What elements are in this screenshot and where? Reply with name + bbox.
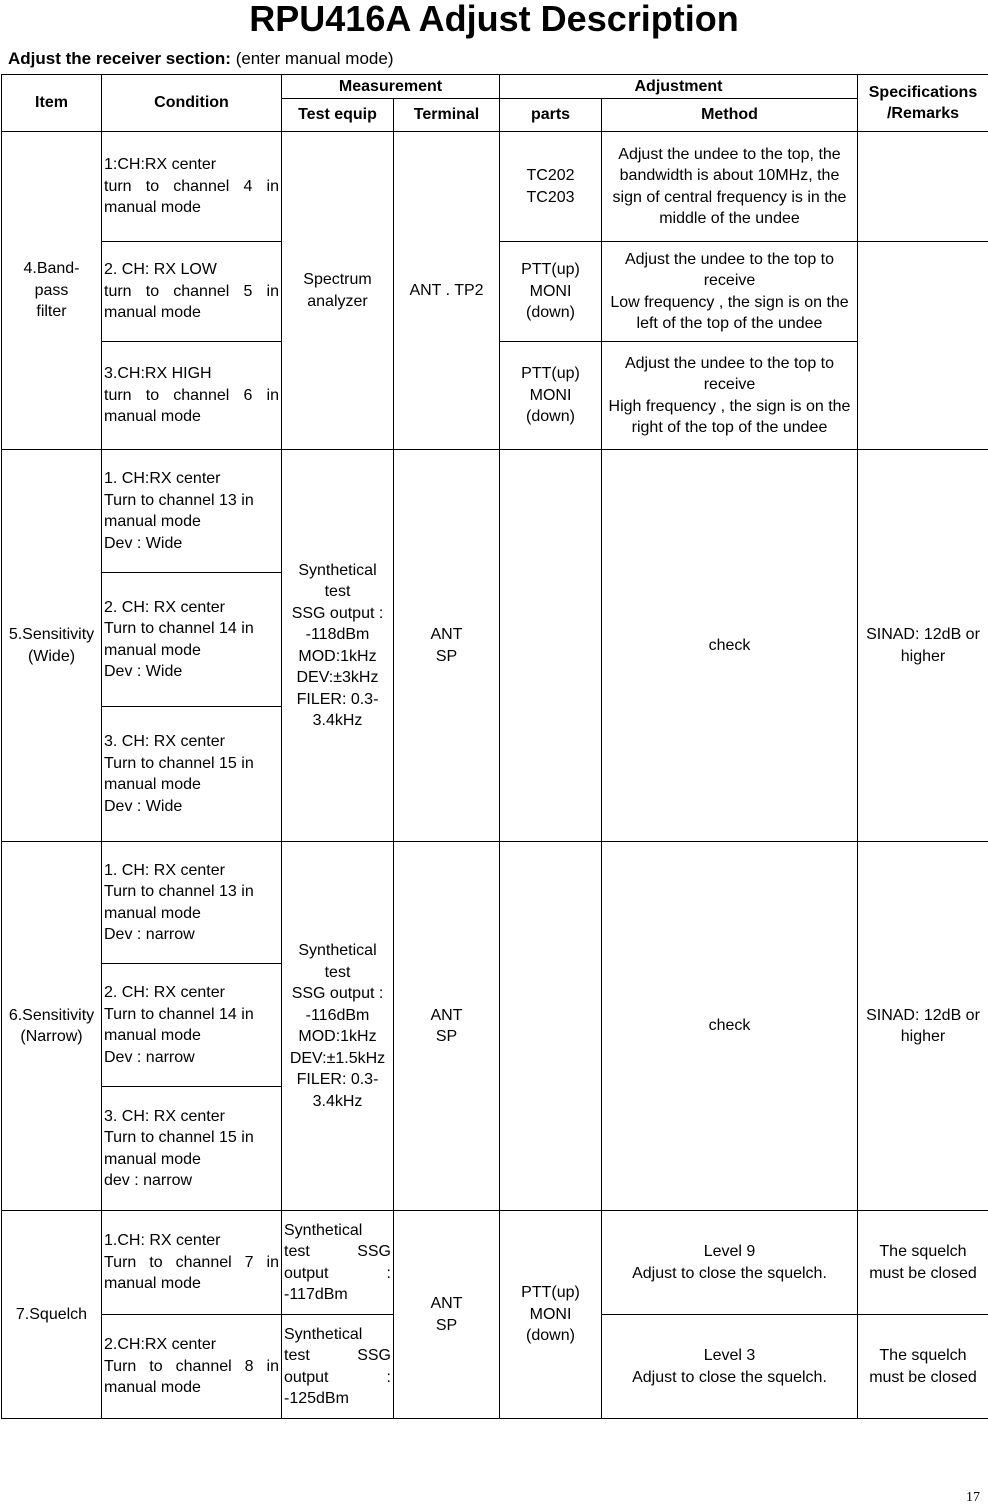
header-test-equip: Test equip xyxy=(282,99,394,132)
header-terminal: Terminal xyxy=(394,99,500,132)
method-cell: Adjust the undee to the top, the bandwidth is about 10MHz, the sign of central frequency is in the middle of the undee xyxy=(602,132,858,242)
method-cell: check xyxy=(602,450,858,842)
section-subtitle xyxy=(8,48,394,70)
spec-cell: The squelch must be closed xyxy=(858,1211,988,1315)
condition-cell: 2.CH:RX center Turn to channel 8 in manual mode xyxy=(102,1315,282,1419)
subtitle-bold: Adjust the receiver section: xyxy=(8,49,231,68)
item-cell: 4.Band- pass filter xyxy=(2,132,102,450)
condition-cell: 1. CH:RX center Turn to channel 13 in manual mode Dev : Wide xyxy=(102,450,282,573)
method-cell: check xyxy=(602,842,858,1211)
parts-cell: PTT(up) MONI (down) xyxy=(500,242,602,342)
page-number: 17 xyxy=(966,1490,980,1505)
condition-cell: 1. CH: RX center Turn to channel 13 in manual mode Dev : narrow xyxy=(102,842,282,964)
document-title: RPU416A Adjust Description xyxy=(249,0,739,39)
condition-cell: 1.CH: RX center Turn to channel 7 in manual mode xyxy=(102,1211,282,1315)
parts-cell: TC202 TC203 xyxy=(500,132,602,242)
header-method: Method xyxy=(602,99,858,132)
terminal-cell: ANT SP xyxy=(394,450,500,842)
terminal-cell: ANT SP xyxy=(394,842,500,1211)
subtitle-rest: (enter manual mode) xyxy=(230,49,394,68)
test-equip-cell: Synthetical test SSG output : -117dBm xyxy=(282,1211,394,1315)
condition-cell: 2. CH: RX LOW turn to channel 5 in manual mode xyxy=(102,242,282,342)
terminal-cell: ANT SP xyxy=(394,1211,500,1419)
condition-cell: 3.CH:RX HIGH turn to channel 6 in manual mode xyxy=(102,342,282,450)
parts-cell: PTT(up) MONI (down) xyxy=(500,1211,602,1419)
test-equip-cell: Spectrum analyzer xyxy=(282,132,394,450)
test-equip-cell: Synthetical test SSG output : -125dBm xyxy=(282,1315,394,1419)
adjust-table xyxy=(1,74,988,1419)
table-row xyxy=(2,842,988,964)
header-parts: parts xyxy=(500,99,602,132)
parts-cell: PTT(up) MONI (down) xyxy=(500,342,602,450)
parts-cell xyxy=(500,450,602,842)
header-adjustment: Adjustment xyxy=(500,75,858,99)
item-cell: 6.Sensitivity (Narrow) xyxy=(2,842,102,1211)
item-cell: 7.Squelch xyxy=(2,1211,102,1419)
header-item: Item xyxy=(2,75,102,132)
spec-cell: SINAD: 12dB or higher xyxy=(858,450,988,842)
test-equip-cell: Synthetical test SSG output : -118dBm MOD:1kHz DEV:±3kHz FILER: 0.3-3.4kHz xyxy=(282,450,394,842)
terminal-cell: ANT . TP2 xyxy=(394,132,500,450)
header-spec: Specifications /Remarks xyxy=(858,75,988,132)
condition-cell: 3. CH: RX center Turn to channel 15 in manual mode Dev : Wide xyxy=(102,707,282,842)
spec-cell: The squelch must be closed xyxy=(858,1315,988,1419)
table-row xyxy=(2,132,988,242)
method-cell: Adjust the undee to the top to receive High frequency , the sign is on the right of the top of the undee xyxy=(602,342,858,450)
header-condition: Condition xyxy=(102,75,282,132)
header-row-1 xyxy=(2,75,988,99)
method-cell: Level 9 Adjust to close the squelch. xyxy=(602,1211,858,1315)
spec-cell xyxy=(858,242,988,450)
header-measurement: Measurement xyxy=(282,75,500,99)
item-cell: 5.Sensitivity (Wide) xyxy=(2,450,102,842)
condition-cell: 2. CH: RX center Turn to channel 14 in manual mode Dev : Wide xyxy=(102,573,282,707)
method-cell: Level 3 Adjust to close the squelch. xyxy=(602,1315,858,1419)
table-row xyxy=(2,1211,988,1315)
table-row xyxy=(2,450,988,573)
test-equip-cell: Synthetical test SSG output : -116dBm MOD:1kHz DEV:±1.5kHz FILER: 0.3-3.4kHz xyxy=(282,842,394,1211)
parts-cell xyxy=(500,842,602,1211)
spec-cell xyxy=(858,132,988,242)
condition-cell: 1:CH:RX center turn to channel 4 in manual mode xyxy=(102,132,282,242)
spec-cell: SINAD: 12dB or higher xyxy=(858,842,988,1211)
condition-cell: 3. CH: RX center Turn to channel 15 in manual mode dev : narrow xyxy=(102,1087,282,1211)
condition-cell: 2. CH: RX center Turn to channel 14 in manual mode Dev : narrow xyxy=(102,964,282,1087)
method-cell: Adjust the undee to the top to receive Low frequency , the sign is on the left of the top of the undee xyxy=(602,242,858,342)
